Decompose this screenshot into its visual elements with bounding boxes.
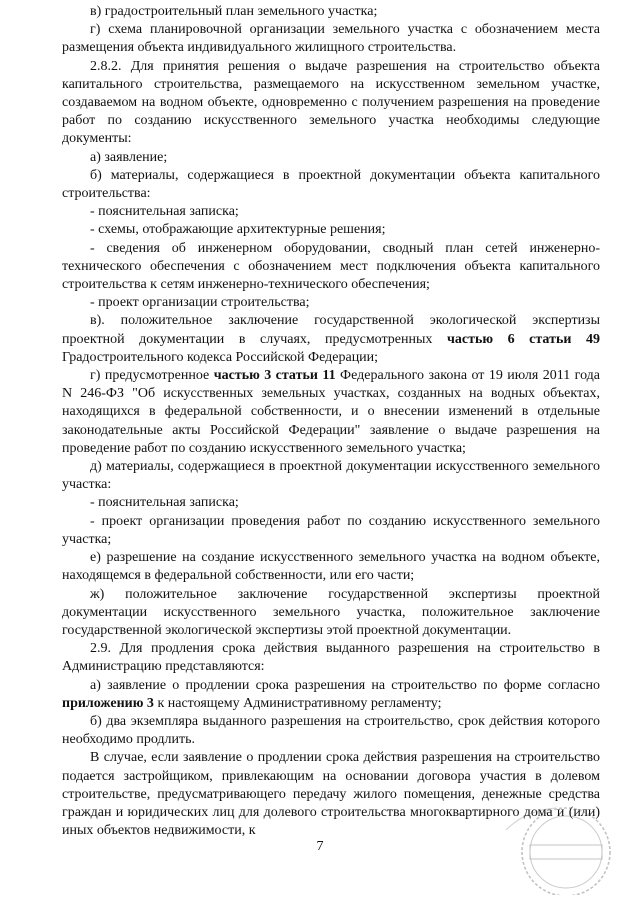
paragraph-9: - проект организации строительства; [90,295,310,311]
paragraph-16: ж) положительное заключение государственной экспертизы проектной документации искусственного земельного участка, положительное заключение государственной экологической экспертизы этой проектной документации. [62,586,600,638]
page-number: 7 [316,839,324,854]
paragraph-3: 2.8.2. Для принятия решения о выдаче разрешения на строительство объекта капитального строительства, размещаемого на искусственном земельном участке, создаваемом на водном объекте, одновременно с получением разрешения на проведение работ по созданию искусственного земельного участка необходимы следующие документы: [62,58,600,147]
link-reference[interactable]: частью 6 статьи 49 [446,331,600,347]
paragraph-17: 2.9. Для продления срока действия выданного разрешения на строительство в Администрацию представляются: [62,641,600,675]
paragraph-4: а) заявление; [90,149,168,165]
text-run: Федерального закона от 19 июля 2011 года N 246-ФЗ "Об искусственных земельных участках, созданных на водных объектах, находящихся в федеральной собственности, и о внесении изменений в отдельные законодательные акты Российской Федерации" заявление о выдаче разрешения на проведение работ по созданию искусственного земельного участка; [62,368,601,456]
paragraph-20: В случае, если заявление о продлении срока действия разрешения на строительство подается застройщиком, привлекающим на основании договора участия в долевом строительстве, предусматривающего передачу жилого помещения, денежные средства граждан и юридических лиц для долевого строительства многоквартирного дома и (или) иных объектов недвижимости, к [62,750,600,839]
paragraph-13: - пояснительная записка; [90,495,239,511]
paragraph-15: е) разрешение на создание искусственного земельного участка на водном объекте, находящемся в федеральной собственности, или его части; [62,550,600,584]
link-reference[interactable]: приложению 3 [62,695,154,711]
paragraph-18 [62,677,600,713]
text-run: Градостроительного кодекса Российской Федерации; [62,349,379,365]
paragraph-19: б) два экземпляра выданного разрешения на строительство, срок действия которого необходимо продлить. [62,713,600,748]
paragraph-12: д) материалы, содержащиеся в проектной документации искусственного земельного участка: [62,459,600,493]
link-reference[interactable]: частью 3 статьи 11 [213,368,336,384]
text-run: к настоящему Административному регламенту; [153,695,442,711]
paragraph-14: - проект организации проведения работ по созданию искусственного земельного участка; [62,513,600,547]
document-body [62,3,600,840]
official-stamp [486,790,616,895]
text-run: в). положительное заключение государственной экологической экспертизы проектной документации в случаях, предусмотренных [62,313,600,347]
paragraph-8: - сведения об инженерном оборудовании, сводный план сетей инженерно-технического обеспечения с обозначением мест подключения объекта капитального строительства к сетям инженерно-технического обеспечения; [62,240,600,293]
paragraph-7: - схемы, отображающие архитектурные решения; [90,222,386,238]
paragraph-1: в) градостроительный план земельного участка; [90,4,378,19]
text-run: а) заявление о продлении срока разрешения на строительство по форме согласно [90,677,600,693]
paragraph-11 [62,367,600,458]
paragraph-5: б) материалы, содержащиеся в проектной документации объекта капитального строительства: [62,167,600,202]
paragraph-10 [62,312,600,367]
paragraph-6: - пояснительная записка; [90,204,239,220]
paragraph-2: г) схема планировочной организации земельного участка с обозначением места размещения объекта индивидуального жилищного строительства. [62,22,600,56]
text-run: г) предусмотренное [90,368,214,384]
